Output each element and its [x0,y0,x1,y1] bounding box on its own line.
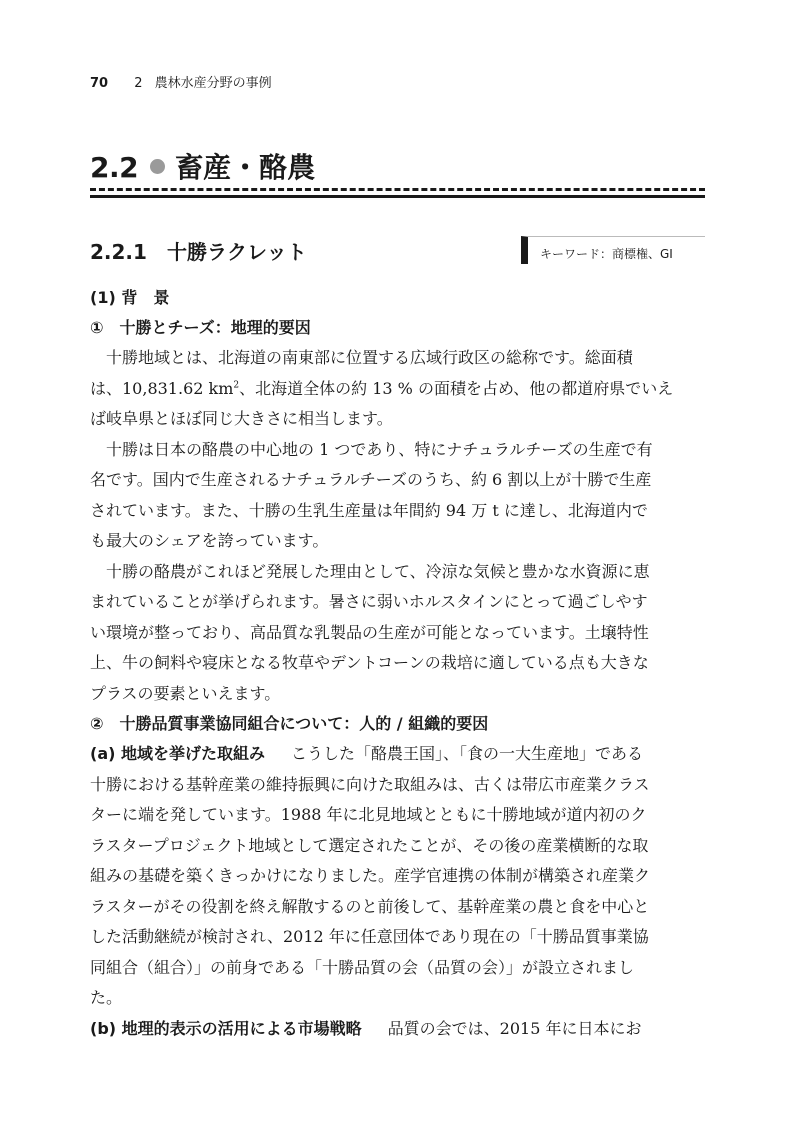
text-line: ば岐阜県とほぼ同じ大きさに相当します。 [90,409,393,428]
paragraph-3 [90,557,705,710]
text-fragment: 品質の会では、2015 年に日本にお [387,1018,642,1038]
text-line: 十勝地域とは、北海道の南東部に位置する広域行政区の総称です。総面積 [106,348,633,367]
text-line: ターに端を発しています。1988 年に北見地域とともに十勝地域が道内初のク [90,805,647,824]
paragraph-b [90,1014,705,1045]
section-number: 2.2 [90,151,139,184]
paragraph-lead: (a) 地域を挙げた取組み [90,744,265,763]
text-line: 十勝の酪農がこれほど発展した理由として、冷涼な気候と豊かな水資源に恵 [106,561,650,581]
section-heading [90,146,705,186]
section-rule-dashed [90,188,705,191]
subsection-heading [90,236,307,265]
text-line: プラスの要素といえます。 [90,683,281,703]
heading-text: 十勝とチーズ：地理的要因 [119,318,311,337]
text-fragment: こうした「酪農王国」、「食の一大生産地」である [291,744,644,763]
subsection-number: 2.2.1 [90,240,147,264]
chapter-title: 農林水産分野の事例 [154,76,272,91]
paragraph-lead: (b) 地理的表示の活用による市場戦略 [90,1018,362,1038]
heading-text: 十勝品質事業協同組合について：人的 / 組織的要因 [119,714,489,733]
bullet-dot-icon [150,159,165,174]
superscript: 2 [233,380,240,391]
section-title: 畜産・酪農 [175,151,316,184]
circled-number-2: ② [90,714,104,733]
running-head [90,72,272,91]
text-line: た。 [90,988,123,1007]
text-line: 上、牛の飼料や寝床となる牧草やデントコーンの栽培に適している点も大きな [90,653,649,672]
heading-organizational-factor [90,709,705,739]
chapter-number: 2 [134,76,143,91]
heading-background: (1) 背 景 [90,288,170,307]
text-line [90,374,705,405]
keyword-box: キーワード：商標権、GI [521,236,705,264]
text-line: 十勝は日本の酪農の中心地の 1 つであり、特にナチュラルチーズの生産で有 [106,439,653,459]
paragraph-1 [90,343,705,435]
text-line: 十勝における基幹産業の維持振興に向けた取組みは、古くは帯広市産業クラス [90,774,650,794]
text-line: も最大のシェアを誇っています。 [90,531,329,550]
circled-number-1: ① [90,318,104,337]
text-line: 名です。国内で生産されるナチュラルチーズのうち、約 6 割以上が十勝で生産 [90,470,652,489]
text-fragment: 、北海道全体の約 13 % の面積を占め、他の都道府県でいえ [239,378,674,398]
text-fragment: は、10,831.62 km [90,378,234,398]
page-number: 70 [90,76,109,91]
heading-geographic-factor [90,313,705,343]
text-line: まれていることが挙げられます。暑さに弱いホルスタインにとって過ごしやす [90,592,648,611]
text-line: 同組合（組合）」の前身である「十勝品質の会（品質の会）」が設立されまし [90,957,635,977]
text-line: ラスタープロジェクト地域として選定されたことが、その後の産業横断的な取 [90,835,649,855]
text-line: されています。また、十勝の生乳生産量は年間約 94 万 t に達し、北海道内で [90,500,648,520]
text-line: した活動継続が検討され、2012 年に任意団体であり現在の「十勝品質事業協 [90,927,649,946]
text-line: ラスターがその役割を終え解散するのと前後して、基幹産業の農と食を中心と [90,896,650,916]
paragraph-a [90,739,705,1014]
section-rule-solid [90,195,705,198]
text-line: い環境が整っており、高品質な乳製品の生産が可能となっています。土壌特性 [90,622,649,642]
paragraph-2 [90,435,705,557]
text-line [90,1014,705,1045]
subsection-title: 十勝ラクレット [166,240,307,264]
body-text [90,283,705,1044]
text-line [90,739,705,770]
text-line: 組みの基礎を築くきっかけになりました。産学官連携の体制が構築され産業ク [90,866,651,885]
